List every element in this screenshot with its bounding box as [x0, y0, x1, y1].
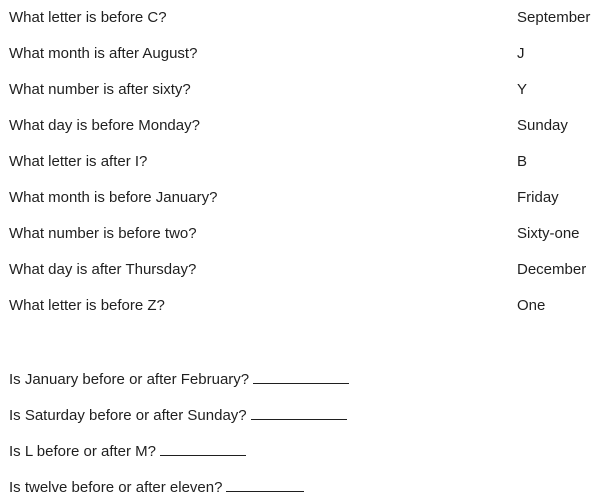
answer-option: Y [517, 81, 528, 98]
answer-blank[interactable] [160, 439, 246, 456]
fill-in-question-text: Is Saturday before or after Sunday? [9, 407, 247, 424]
question-text: What letter is after I? [9, 153, 148, 170]
matching-row [0, 43, 610, 65]
question-text: What day is after Thursday? [9, 261, 197, 278]
matching-row [0, 187, 610, 209]
fill-in-question [9, 439, 246, 461]
answer-option: B [517, 153, 528, 170]
answer-option: December [517, 261, 587, 278]
question-text: What month is before January? [9, 189, 218, 206]
fill-in-question [9, 475, 304, 497]
answer-blank[interactable] [253, 367, 349, 384]
question-text: What day is before Monday? [9, 117, 200, 134]
fill-in-question [9, 367, 349, 389]
matching-row [0, 259, 610, 281]
answer-option: Friday [517, 189, 559, 206]
fill-in-question [9, 403, 347, 425]
question-text: What letter is before C? [9, 9, 167, 26]
answer-blank[interactable] [251, 403, 347, 420]
question-text: What month is after August? [9, 45, 198, 62]
question-text: What number is after sixty? [9, 81, 191, 98]
answer-blank[interactable] [226, 475, 304, 492]
answer-option: J [517, 45, 525, 62]
question-text: What number is before two? [9, 225, 197, 242]
matching-row [0, 151, 610, 173]
fill-in-question-text: Is January before or after February? [9, 371, 250, 388]
answer-option: Sunday [517, 117, 568, 134]
answer-option: Sixty-one [517, 225, 580, 242]
fill-in-question-text: Is twelve before or after eleven? [9, 479, 223, 496]
matching-row [0, 223, 610, 245]
matching-row [0, 115, 610, 137]
matching-row [0, 7, 610, 29]
question-text: What letter is before Z? [9, 297, 165, 314]
answer-option: September [517, 9, 591, 26]
matching-row [0, 79, 610, 101]
matching-row [0, 295, 610, 317]
fill-in-question-text: Is L before or after M? [9, 443, 157, 460]
answer-option: One [517, 297, 546, 314]
